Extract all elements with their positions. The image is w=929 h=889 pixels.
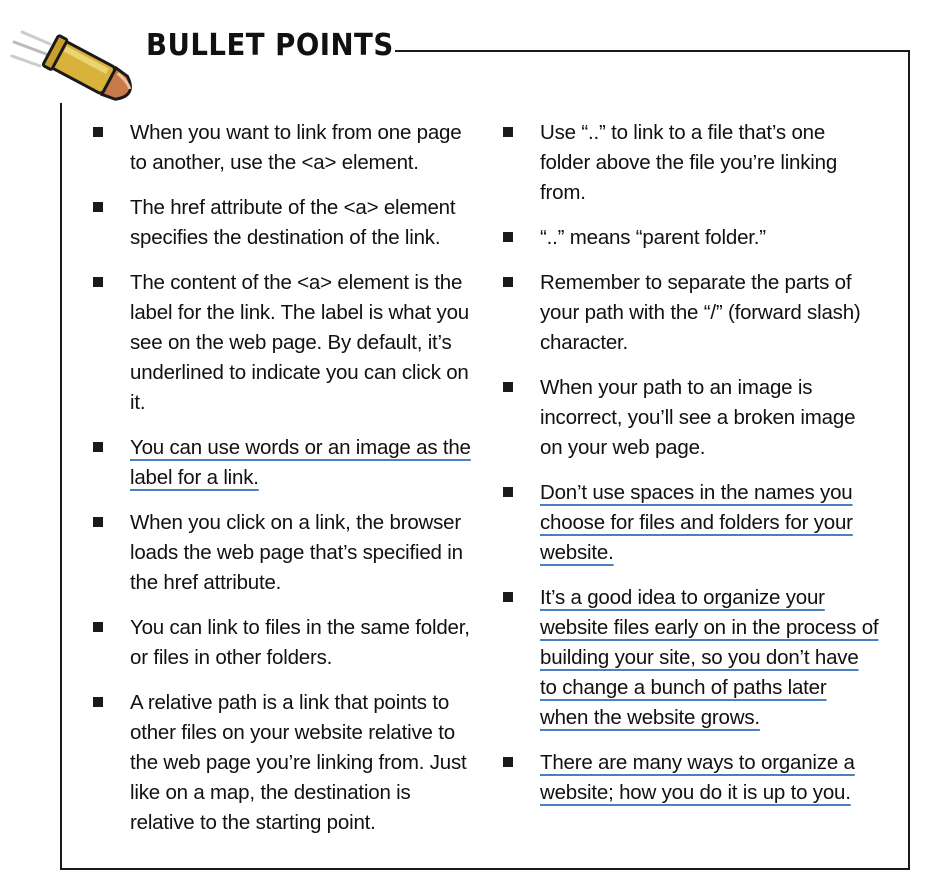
- square-bullet-icon: [93, 622, 103, 632]
- bullet-cartridge-icon: [10, 20, 150, 110]
- bullet-item: [500, 118, 880, 208]
- bullet-text: A relative path is a link that points to other files on your website relative to the web page you’re linking from. Just like on a map, the destination is relative to the starting point.: [130, 691, 467, 834]
- page-title: BULLET POINTS: [146, 28, 394, 63]
- right-column: [500, 118, 880, 823]
- bullet-text: You can use words or an image as the label for a link.: [130, 436, 471, 489]
- square-bullet-icon: [93, 517, 103, 527]
- bullet-text: There are many ways to organize a website; how you do it is up to you.: [540, 751, 855, 804]
- square-bullet-icon: [93, 277, 103, 287]
- bullet-item: [500, 223, 880, 253]
- square-bullet-icon: [503, 382, 513, 392]
- bullet-text: Use “..” to link to a file that’s one folder above the file you’re linking from.: [540, 121, 838, 204]
- bullet-item: [90, 508, 480, 598]
- bullet-text: Remember to separate the parts of your path with the “/” (forward slash) character.: [540, 271, 861, 354]
- bullet-item: [500, 373, 880, 463]
- bullet-text: The href attribute of the <a> element specifies the destination of the link.: [130, 196, 456, 249]
- bullet-item: [90, 433, 480, 493]
- bullet-text: When you want to link from one page to another, use the <a> element.: [130, 121, 462, 174]
- bullet-item: [500, 478, 880, 568]
- bullet-text: When your path to an image is incorrect, you’ll see a broken image on your web page.: [540, 376, 856, 459]
- square-bullet-icon: [93, 127, 103, 137]
- bullet-item: [500, 583, 880, 733]
- bullet-text: It’s a good idea to organize your website files early on in the process of building your site, so you don’t have to change a bunch of paths later when the website grows.: [540, 586, 879, 729]
- bullet-item: [500, 748, 880, 808]
- bullet-item: [90, 118, 480, 178]
- bullet-text: The content of the <a> element is the label for the link. The label is what you see on the web page. By default, it’s underlined to indicate you can click on it.: [130, 271, 469, 414]
- square-bullet-icon: [503, 127, 513, 137]
- frame-top-rule: [395, 50, 910, 52]
- bullet-item: [90, 613, 480, 673]
- bullet-text: You can link to files in the same folder, or files in other folders.: [130, 616, 470, 669]
- bullet-item: [500, 268, 880, 358]
- bullet-text: “..” means “parent folder.”: [540, 226, 766, 249]
- square-bullet-icon: [503, 592, 513, 602]
- bullet-item: [90, 193, 480, 253]
- square-bullet-icon: [503, 757, 513, 767]
- square-bullet-icon: [93, 202, 103, 212]
- square-bullet-icon: [503, 487, 513, 497]
- bullet-item: [90, 688, 480, 838]
- square-bullet-icon: [93, 442, 103, 452]
- bullet-text: When you click on a link, the browser loads the web page that’s specified in the href attribute.: [130, 511, 463, 594]
- left-column: [90, 118, 480, 853]
- square-bullet-icon: [93, 697, 103, 707]
- square-bullet-icon: [503, 232, 513, 242]
- square-bullet-icon: [503, 277, 513, 287]
- bullet-text: Don’t use spaces in the names you choose for files and folders for your website.: [540, 481, 853, 564]
- bullet-item: [90, 268, 480, 418]
